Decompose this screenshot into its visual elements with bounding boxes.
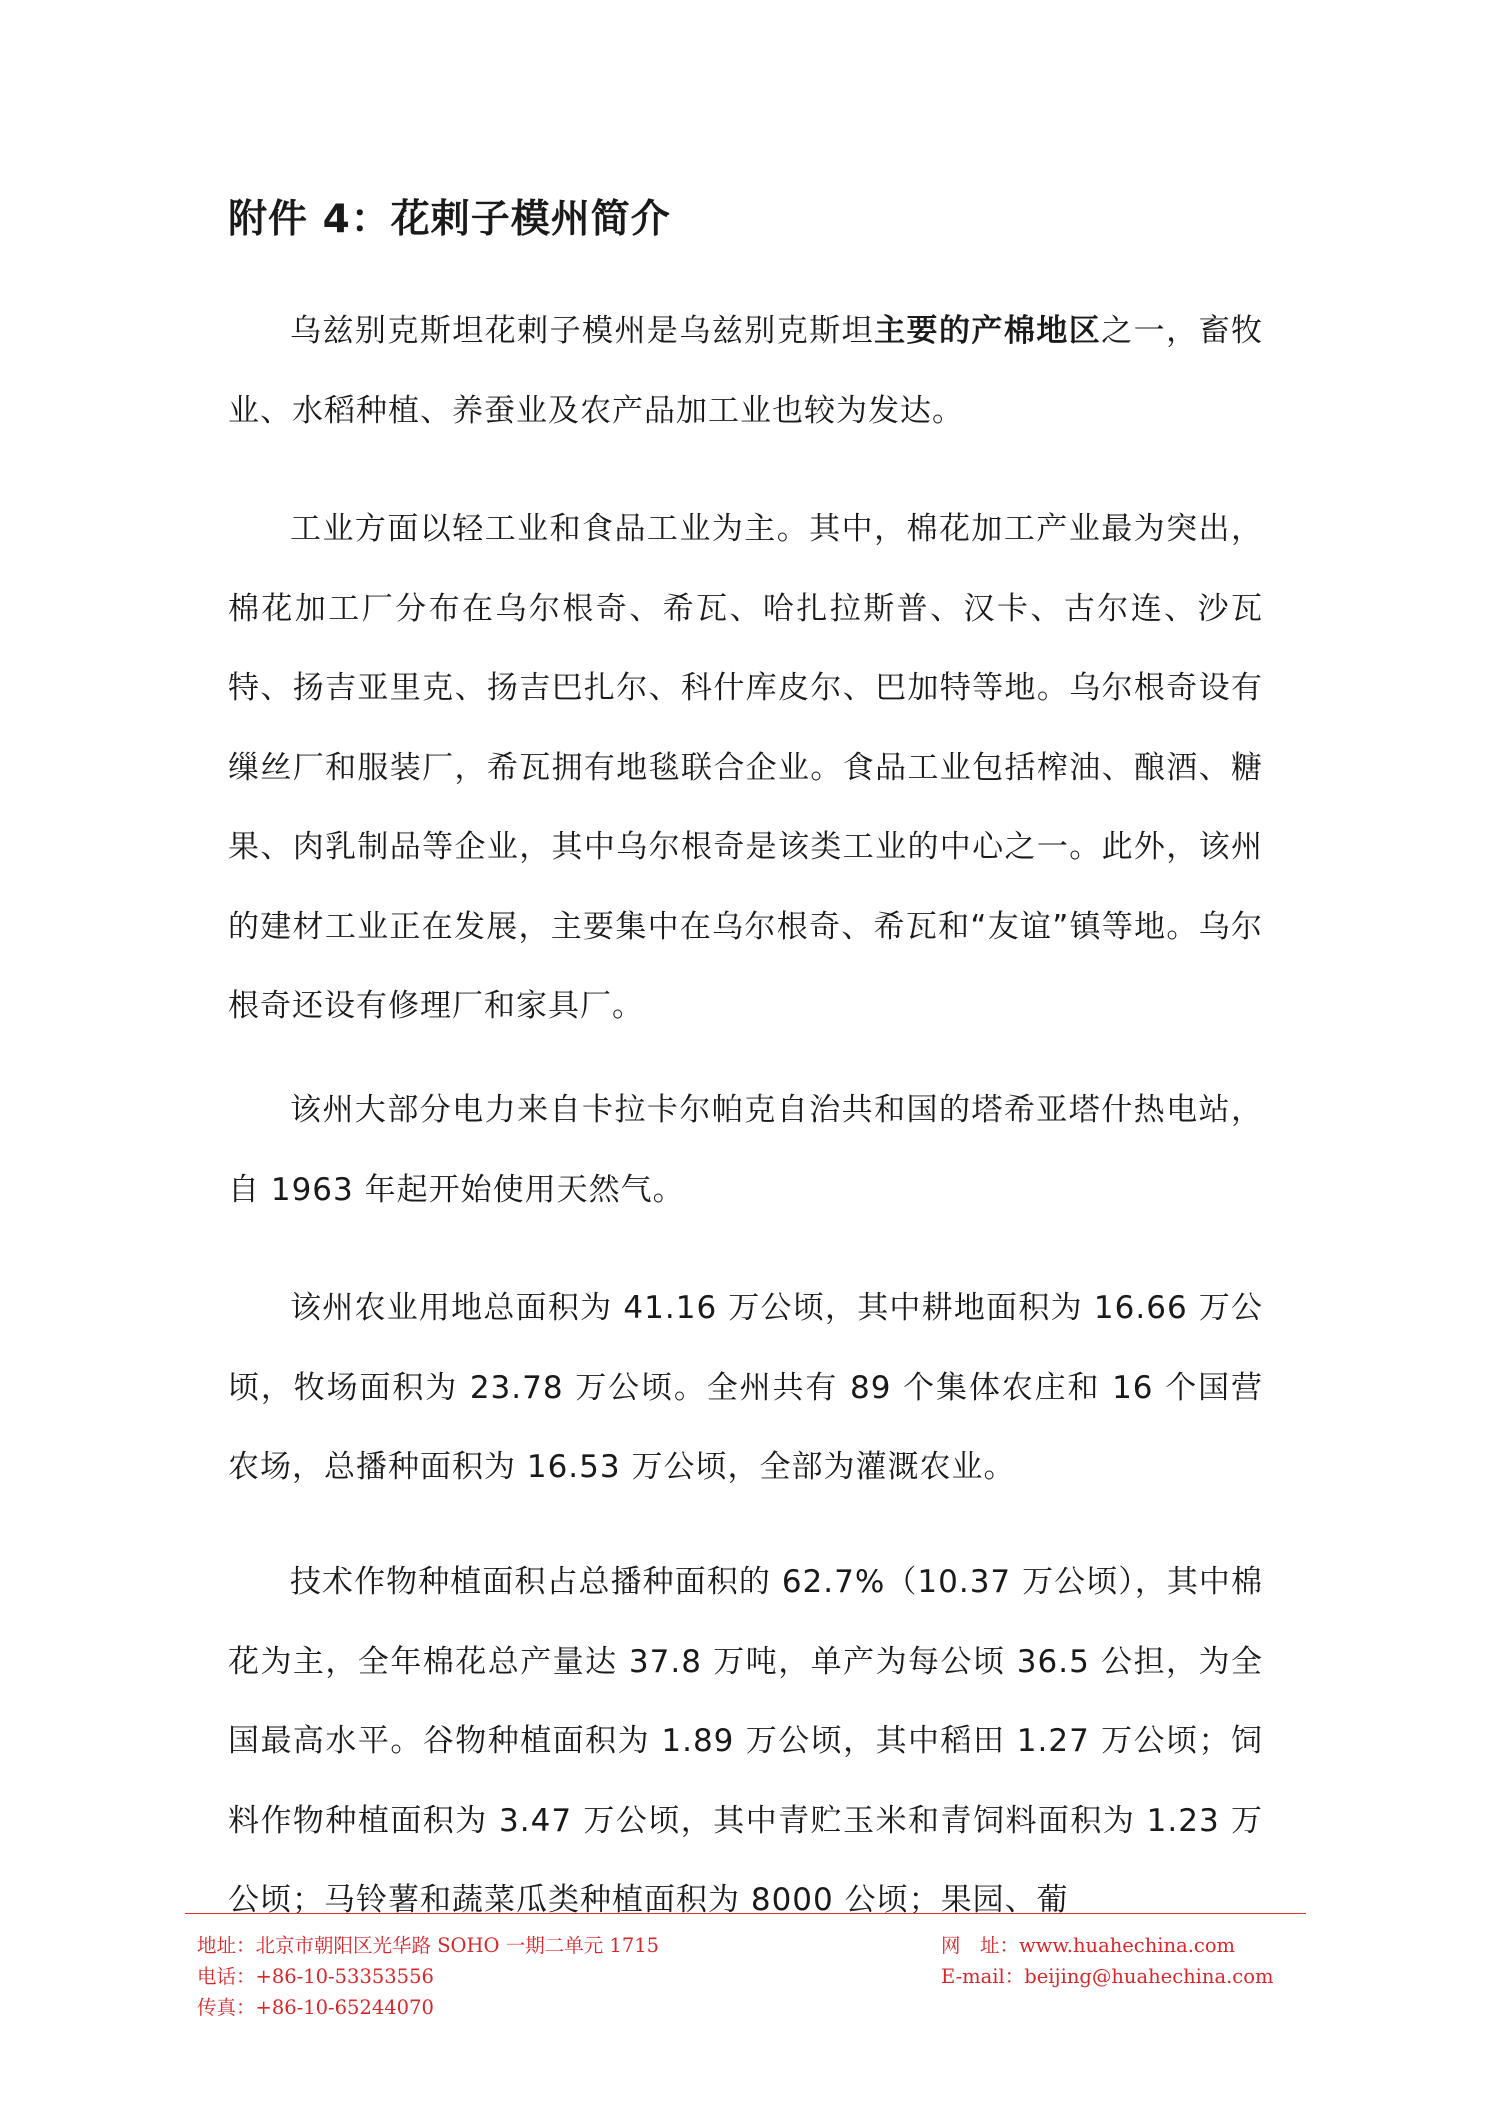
footer-fax: 传真：+86-10-65244070 [197,1996,434,2019]
paragraph-2: 工业方面以轻工业和食品工业为主。其中，棉花加工产业最为突出，棉花加工厂分布在乌尔根奇、希瓦、哈扎拉斯普、汉卡、古尔连、沙瓦特、扬吉亚里克、扬吉巴扎尔、科什库皮尔、巴加特等地。乌尔根奇设有缫丝厂和服装厂，希瓦拥有地毯联合企业。食品工业包括榨油、酿酒、糖果、肉乳制品等企业，其中乌尔根奇是该类工业的中心之一。此外，该州的建材工业正在发展，主要集中在乌尔根奇、希瓦和“友谊”镇等地。乌尔根奇还设有修理厂和家具厂。 [228,511,1263,1024]
footer-phone: 电话：+86-10-53353556 [197,1965,434,1988]
footer-divider [185,1913,1306,1914]
paragraph-1 [228,292,1263,451]
footer-contact-left [197,1930,659,2023]
paragraph-5: 技术作物种植面积占总播种面积的 62.7%（10.37 万公顷），其中棉花为主，全年棉花总产量达 37.8 万吨，单产为每公顷 36.5 公担，为全国最高水平。谷物种植面积为 1.89 万公顷，其中稻田 1.27 万公顷；饲料作物种植面积为 3.47 万公顷，其中青贮玉米和青饲料面积为 1.23 万公顷；马铃薯和蔬菜瓜类种植面积为 8000 公顷；果园、葡 [228,1564,1263,1918]
footer-email[interactable]: E-mail：beijing@huahechina.com [941,1965,1274,1988]
paragraph-1-text-a: 乌兹别克斯坦花剌子模州是乌兹别克斯坦 [290,313,875,349]
paragraph-1-text-b: 之一，畜牧业、水稻种植、养蚕业及农产品加工业也较为发达。 [228,313,1264,429]
document-title: 附件 4：花剌子模州简介 [228,197,671,242]
footer-website[interactable]: 网 址：www.huahechina.com [941,1934,1236,1957]
footer-address: 地址：北京市朝阳区光华路 SOHO 一期二单元 1715 [197,1934,660,1957]
paragraph-4: 该州农业用地总面积为 41.16 万公顷，其中耕地面积为 16.66 万公顷，牧场面积为 23.78 万公顷。全州共有 89 个集体农庄和 16 个国营农场，总播种面积为 16.53 万公顷，全部为灌溉农业。 [228,1290,1263,1485]
paragraph-1-bold-text: 主要的产棉地区 [874,313,1102,349]
footer-contact-right [941,1930,1273,1992]
paragraph-3: 该州大部分电力来自卡拉卡尔帕克自治共和国的塔希亚塔什热电站，自 1963 年起开始使用天然气。 [228,1092,1263,1208]
